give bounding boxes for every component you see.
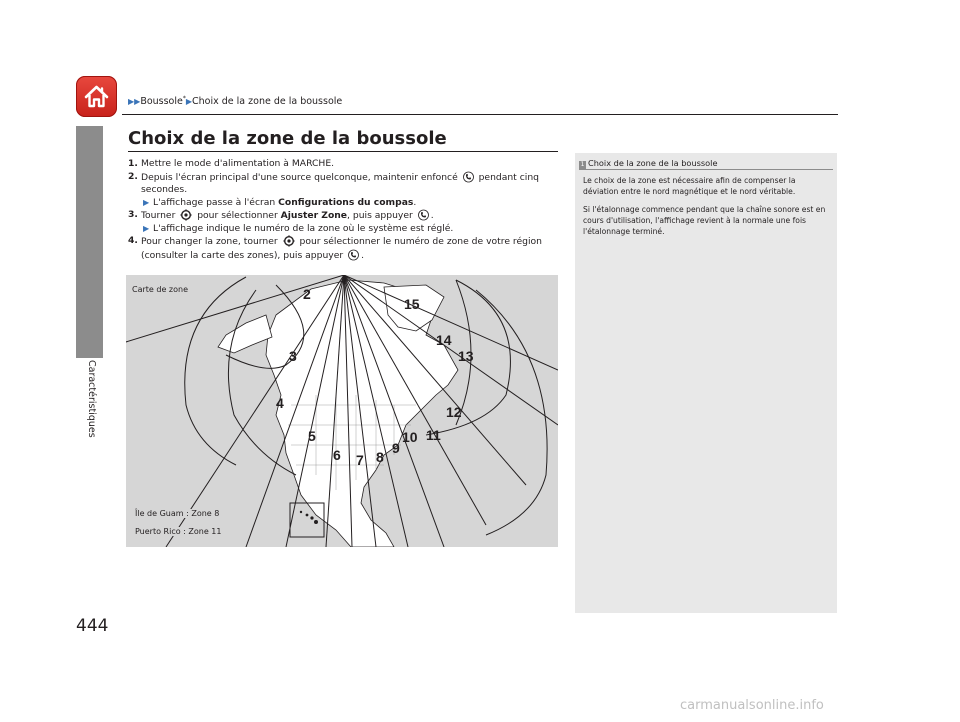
phone-button-icon	[418, 209, 429, 221]
sidebar-note-title: Choix de la zone de la boussole	[588, 158, 718, 168]
interface-dial-icon	[180, 209, 192, 221]
zone-label: 9	[392, 440, 400, 456]
steps-list	[128, 158, 558, 262]
title-rule	[128, 151, 558, 152]
map-note-guam: Île de Guam : Zone 8	[135, 509, 220, 518]
step-text: Mettre le mode d'alimentation à MARCHE.	[141, 158, 335, 169]
section-tab-label-text: Caractéristiques	[86, 360, 97, 438]
landmass-alaska	[218, 315, 272, 353]
map-note-puerto-rico: Puerto Rico : Zone 11	[135, 527, 222, 536]
keyword: Ajuster Zone	[280, 210, 348, 221]
breadcrumb-arrow-icon: ▶	[185, 97, 193, 107]
zone-map-drawing	[126, 275, 558, 547]
step-text: pendant cinq secondes.	[141, 171, 539, 195]
step-text: Depuis l'écran principal d'une source quelconque, maintenir enfoncé	[141, 171, 458, 183]
result-arrow-icon: ▶	[143, 197, 150, 207]
keyword: Configurations du compas	[278, 196, 414, 208]
step-3-result: ▶ L'affichage indique le numéro de la zone où le système est réglé.	[143, 222, 454, 234]
watermark: carmanualsonline.info	[680, 698, 824, 713]
note-number-badge: 1	[580, 161, 585, 168]
breadcrumb-current: Choix de la zone de la boussole	[192, 96, 343, 108]
step-3: 3. Tourner pour sélectionner Ajuster Zone, puis appuyer . ▶ L'affichage indique le numéro de la zone où le système est réglé.	[128, 209, 558, 235]
sidebar-note-header	[579, 158, 833, 169]
zone-label: 10	[402, 429, 418, 445]
page-title: Choix de la zone de la boussole	[128, 128, 447, 149]
breadcrumb-link-boussole[interactable]: Boussole	[140, 96, 183, 108]
step-1	[128, 158, 558, 171]
section-tab[interactable]	[76, 126, 103, 358]
header-rule	[122, 114, 838, 115]
zone-label: 3	[289, 348, 297, 364]
zone-label: 11	[426, 427, 441, 443]
step-number: 3.	[128, 209, 138, 220]
home-icon	[82, 82, 111, 111]
zone-label: 13	[458, 348, 474, 364]
breadcrumb-asterisk: *	[182, 95, 186, 102]
interface-dial-icon	[283, 235, 295, 247]
zone-label: 15	[404, 296, 420, 312]
sidebar-note	[575, 153, 837, 613]
sidebar-note-body	[583, 175, 831, 244]
zone-label: 8	[376, 449, 384, 465]
map-title: Carte de zone	[132, 285, 189, 294]
sidebar-head-rule	[579, 169, 833, 170]
zone-label: 7	[356, 452, 364, 468]
zone-label: 6	[333, 447, 341, 463]
step-4: 4. Pour changer la zone, tourner pour sélectionner le numéro de zone de votre région (consulter la carte des zones), puis appuyer .	[128, 235, 542, 261]
sidebar-paragraph: Le choix de la zone est nécessaire afin de compenser la déviation entre le nord magnétique et le nord véritable.	[583, 176, 796, 196]
phone-button-icon	[463, 171, 474, 183]
step-number: 4.	[128, 235, 138, 246]
zone-map	[126, 275, 558, 547]
step-number: 1.	[128, 158, 138, 169]
phone-button-icon	[348, 249, 359, 261]
breadcrumb-arrow-icon: ▶▶	[128, 97, 141, 107]
home-button[interactable]	[76, 76, 117, 117]
page-number: 444	[76, 616, 109, 636]
step-2	[128, 171, 558, 210]
section-tab-label	[85, 360, 99, 460]
zone-label: 5	[308, 428, 316, 444]
step-number: 2.	[128, 170, 138, 182]
zone-label: 12	[446, 404, 462, 420]
breadcrumb	[128, 95, 342, 107]
zone-label: 2	[303, 286, 311, 302]
zone-label: 14	[436, 332, 452, 348]
result-arrow-icon: ▶	[143, 223, 150, 233]
step-2-result: ▶ L'affichage passe à l'écran Configurations du compas.	[143, 196, 417, 208]
zone-label: 4	[276, 395, 284, 411]
sidebar-paragraph: Si l'étalonnage commence pendant que la chaîne sonore est en cours d'utilisation, l'affichage revient à la normale une fois l'étalonnage terminé.	[583, 205, 826, 236]
